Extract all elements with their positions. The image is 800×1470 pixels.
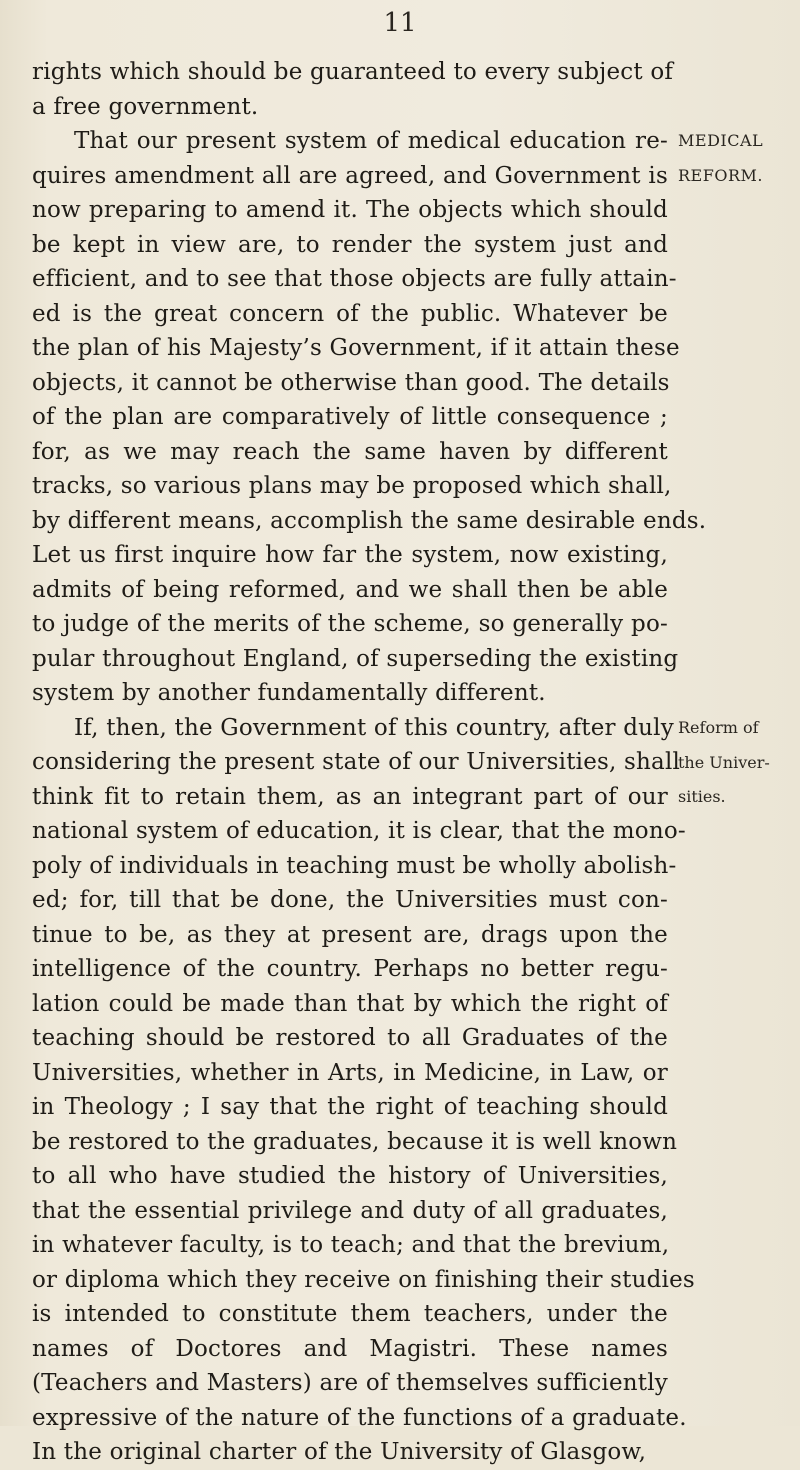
text-line: rights which should be guaranteed to every subject of bbox=[32, 59, 674, 85]
text-line: now preparing to amend it. The objects which should bbox=[32, 197, 668, 223]
text-line: ed; for, till that be done, the Universities must con- bbox=[32, 887, 668, 913]
text-line: teaching should be restored to all Graduates of the bbox=[32, 1025, 668, 1051]
text-line: in whatever faculty, is to teach; and that the brevium, bbox=[32, 1232, 670, 1258]
text-line: names of Doctores and Magistri. These names bbox=[32, 1335, 668, 1362]
text-line: think fit to retain them, as an integrant part of our bbox=[32, 783, 668, 810]
body-text bbox=[32, 55, 707, 1470]
text-line: tracks, so various plans may be proposed which shall, bbox=[32, 473, 672, 499]
text-line: be restored to the graduates, because it is well known bbox=[32, 1128, 678, 1155]
text-line: by different means, accomplish the same desirable ends. bbox=[32, 507, 707, 534]
text-line: lation could be made than that by which the right of bbox=[32, 990, 668, 1017]
text-line: considering the present state of our Universities, shall bbox=[32, 749, 681, 775]
text-line: pular throughout England, of superseding the existing bbox=[32, 645, 679, 672]
text-line: efficient, and to see that those objects are fully attain- bbox=[32, 266, 677, 292]
text-line: If, then, the Government of this country, after duly bbox=[74, 714, 674, 741]
text-line: is intended to constitute them teachers, under the bbox=[32, 1301, 668, 1327]
text-line: quires amendment all are agreed, and Government is bbox=[32, 162, 668, 189]
text-line: of the plan are comparatively of little consequence ; bbox=[32, 404, 668, 430]
margin-note-reform-universities bbox=[678, 711, 798, 815]
text-line: That our present system of medical education re- bbox=[74, 128, 668, 154]
margin-note-medical-reform bbox=[678, 124, 798, 193]
page-number: 11 bbox=[383, 8, 417, 38]
text-line: expressive of the nature of the functions of a graduate. bbox=[32, 1404, 687, 1431]
margin-note-line: Reform of bbox=[678, 718, 759, 737]
text-line: Universities, whether in Arts, in Medicine, in Law, or bbox=[32, 1059, 668, 1086]
margin-note-line: REFORM. bbox=[678, 165, 763, 185]
text-line: for, as we may reach the same haven by different bbox=[32, 438, 668, 465]
text-line: system by another fundamentally different. bbox=[32, 680, 546, 706]
text-line: that the essential privilege and duty of all graduates, bbox=[32, 1197, 668, 1224]
text-line: (Teachers and Masters) are of themselves sufficiently bbox=[32, 1370, 668, 1396]
text-line: in Theology ; I say that the right of teaching should bbox=[32, 1094, 668, 1120]
text-line: tinue to be, as they at present are, drags upon the bbox=[32, 921, 668, 948]
text-line: admits of being reformed, and we shall then be able bbox=[32, 576, 668, 603]
text-line: In the original charter of the University of Glasgow, bbox=[32, 1439, 647, 1465]
text-line: a free government. bbox=[32, 93, 259, 120]
text-line: national system of education, it is clear, that the mono- bbox=[32, 818, 686, 844]
text-line: to judge of the merits of the scheme, so generally po- bbox=[32, 611, 668, 637]
text-line: or diploma which they receive on finishing their studies bbox=[32, 1266, 695, 1293]
text-line: Let us first inquire how far the system, now existing, bbox=[32, 542, 668, 568]
margin-note-line: sities. bbox=[678, 787, 726, 806]
text-line: to all who have studied the history of Universities, bbox=[32, 1163, 668, 1189]
text-line: be kept in view are, to render the system just and bbox=[32, 231, 668, 258]
text-line: poly of individuals in teaching must be wholly abolish- bbox=[32, 852, 677, 879]
text-line: objects, it cannot be otherwise than good. The details bbox=[32, 369, 670, 396]
text-line: ed is the great concern of the public. Whatever be bbox=[32, 300, 668, 327]
text-line: the plan of his Majesty’s Government, if it attain these bbox=[32, 335, 680, 361]
margin-note-line: MEDICAL bbox=[678, 131, 764, 150]
margin-note-line: the Univer- bbox=[678, 752, 770, 772]
text-line: intelligence of the country. Perhaps no better regu- bbox=[32, 956, 668, 982]
